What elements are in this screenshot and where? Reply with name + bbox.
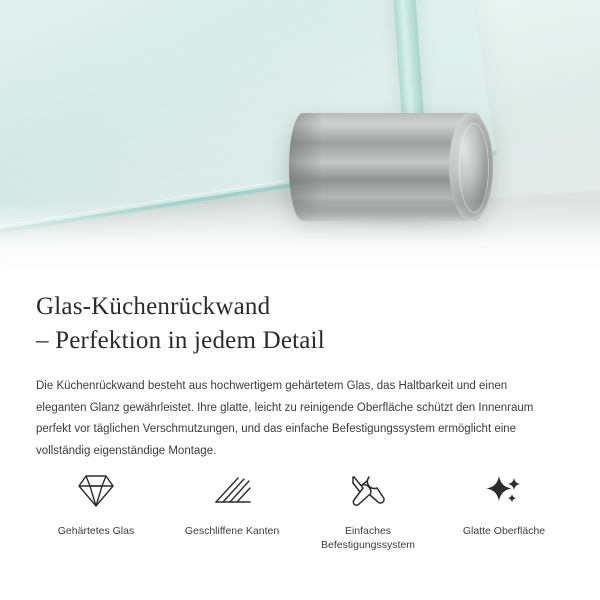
mount-ring (459, 123, 489, 213)
feature-label: Geschliffene Kanten (184, 525, 280, 537)
feature-item-mounting-system (300, 470, 436, 552)
feature-list (0, 470, 600, 552)
feature-item-smooth-surface (436, 470, 572, 552)
diamond-icon (75, 470, 117, 512)
polished-edges-icon (211, 470, 253, 512)
page-title: Glas-Küchenrückwand – Perfektion in jedem Detail (36, 293, 325, 354)
hero-fade-overlay (0, 202, 600, 272)
feature-label: Glatte Oberfläche (462, 525, 546, 537)
feature-label: Gehärtetes Glas (57, 525, 135, 537)
hero-image (0, 0, 600, 272)
tools-icon (347, 470, 389, 512)
body-paragraph: Die Küchenrückwand besteht aus hochwertigem gehärtetem Glas, das Haltbarkeit und einen eleganten Glanz gewährleistet. Ihre glatte, leicht zu reinigende Oberfläche schützt den Innenraum perfekt vor täglichen Verschmutzungen, und das einfache Befestigungssystem ermöglicht eine vollständig eigenständige Montage. (36, 380, 534, 457)
feature-item-tempered-glass (28, 470, 164, 552)
text-content (0, 272, 600, 462)
feature-item-polished-edges (164, 470, 300, 552)
feature-label: Einfaches Befestigungssystem (321, 525, 415, 551)
sparkle-icon (483, 470, 525, 512)
